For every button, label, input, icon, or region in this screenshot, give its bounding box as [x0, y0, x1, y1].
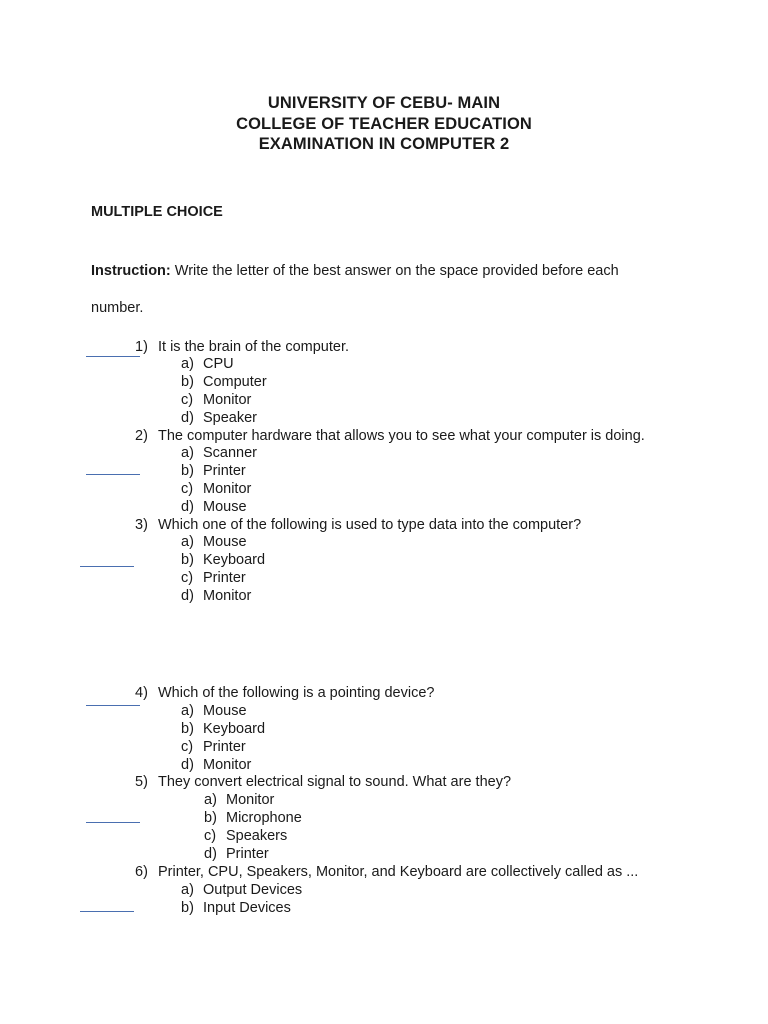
- option-letter: a): [181, 882, 194, 898]
- option-letter: c): [181, 392, 194, 408]
- answer-blank-5[interactable]: [86, 822, 140, 823]
- question-text: Which of the following is a pointing device?: [158, 685, 435, 701]
- option-text: Monitor: [226, 792, 275, 808]
- instruction: [91, 253, 691, 327]
- option-text: Mouse: [203, 534, 247, 550]
- exam-title: EXAMINATION IN COMPUTER 2: [258, 135, 510, 153]
- question-number: 3): [135, 517, 148, 533]
- question-text: It is the brain of the computer.: [158, 339, 350, 355]
- answer-blank-1[interactable]: [86, 356, 140, 357]
- question-number: 6): [135, 864, 148, 880]
- option-text: Mouse: [203, 703, 247, 719]
- option-letter: b): [181, 900, 194, 916]
- question-text: Printer, CPU, Speakers, Monitor, and Keyboard are collectively called as ...: [158, 864, 639, 880]
- option-text: Printer: [203, 463, 246, 479]
- answer-blank-3[interactable]: [80, 566, 134, 567]
- option-letter: a): [204, 792, 217, 808]
- option-letter: c): [181, 739, 194, 755]
- instruction-text-line2: number.: [91, 300, 144, 316]
- option-text: Monitor: [203, 392, 252, 408]
- option-text: Monitor: [203, 757, 252, 773]
- university-name: UNIVERSITY OF CEBU- MAIN: [267, 94, 501, 112]
- question-text: Which one of the following is used to type data into the computer?: [158, 517, 582, 533]
- question-text: They convert electrical signal to sound. What are they?: [158, 774, 512, 790]
- exam-header: [0, 93, 768, 155]
- question-number: 5): [135, 774, 148, 790]
- option-letter: a): [181, 534, 194, 550]
- option-text: Keyboard: [203, 721, 266, 737]
- option-text: Output Devices: [203, 882, 303, 898]
- option-text: Printer: [203, 570, 246, 586]
- question-number: 1): [135, 339, 148, 355]
- college-name: COLLEGE OF TEACHER EDUCATION: [236, 114, 532, 133]
- answer-blank-4[interactable]: [86, 705, 140, 706]
- option-letter: a): [181, 703, 194, 719]
- option-letter: c): [181, 570, 194, 586]
- option-letter: b): [181, 374, 194, 390]
- question-text: The computer hardware that allows you to see what your computer is doing.: [158, 428, 645, 444]
- question-number: 2): [135, 428, 148, 444]
- instruction-label: Instruction:: [91, 263, 171, 279]
- option-text: Printer: [226, 846, 269, 862]
- option-letter: d): [204, 846, 217, 862]
- option-text: Computer: [203, 374, 267, 390]
- option-letter: c): [204, 828, 217, 844]
- option-text: Scanner: [203, 445, 258, 461]
- option-text: Speakers: [226, 828, 288, 844]
- question-number: 4): [135, 685, 148, 701]
- option-letter: d): [181, 410, 194, 426]
- option-letter: b): [181, 552, 194, 568]
- option-letter: b): [204, 810, 217, 826]
- option-text: Monitor: [203, 481, 252, 497]
- option-text: Printer: [203, 739, 246, 755]
- option-text: CPU: [203, 356, 234, 372]
- option-letter: a): [181, 445, 194, 461]
- option-text: Keyboard: [203, 552, 266, 568]
- option-letter: b): [181, 463, 194, 479]
- option-text: Input Devices: [203, 900, 291, 916]
- option-letter: a): [181, 356, 194, 372]
- option-text: Monitor: [203, 588, 252, 604]
- option-letter: d): [181, 588, 194, 604]
- option-letter: b): [181, 721, 194, 737]
- answer-blank-6[interactable]: [80, 911, 134, 912]
- option-letter: d): [181, 499, 194, 515]
- section-title: MULTIPLE CHOICE: [91, 204, 223, 220]
- instruction-text-line1: Write the letter of the best answer on the space provided before each: [170, 263, 619, 279]
- option-text: Speaker: [203, 410, 258, 426]
- option-text: Mouse: [203, 499, 247, 515]
- option-letter: d): [181, 757, 194, 773]
- option-text: Microphone: [226, 810, 302, 826]
- option-letter: c): [181, 481, 194, 497]
- answer-blank-2[interactable]: [86, 474, 140, 475]
